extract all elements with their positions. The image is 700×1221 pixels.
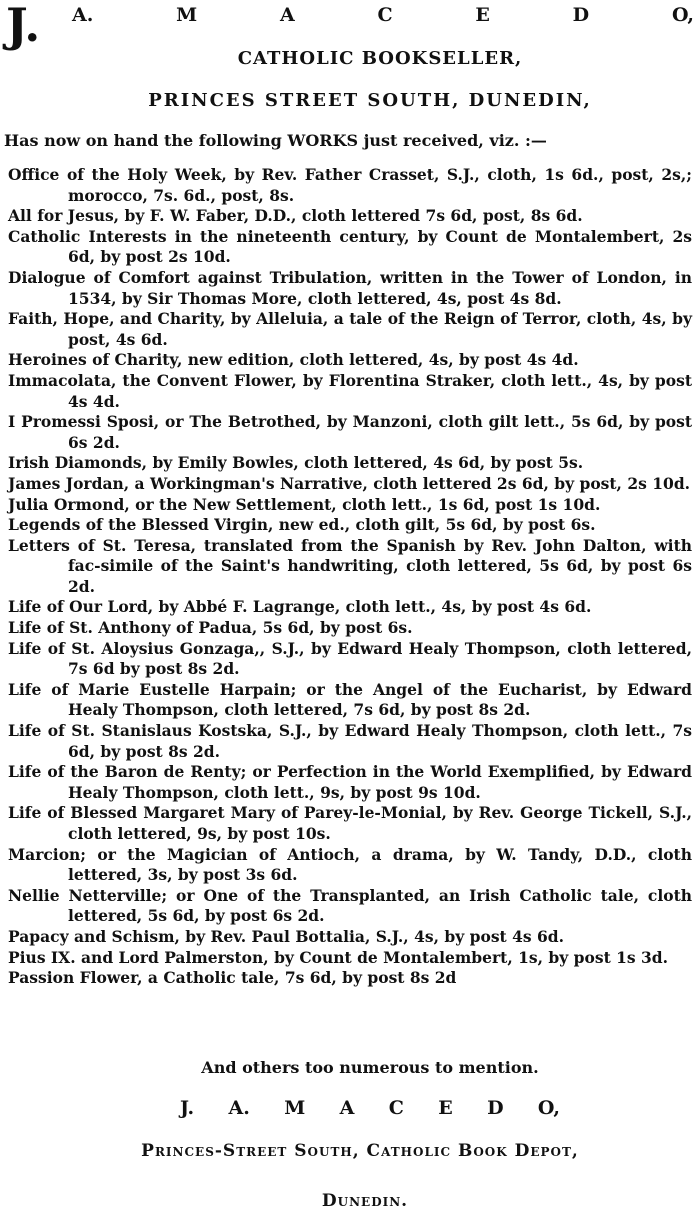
book-title: Life of Our Lord, <box>8 597 154 617</box>
book-title: Life of St. Aloysius Gonzaga, <box>8 638 260 658</box>
book-details: 5s 6d, by post 6s. <box>257 618 413 638</box>
book-title: James Jordan, <box>8 473 130 493</box>
book-entry <box>8 927 692 948</box>
book-title: Life of St. Anthony of Padua, <box>8 618 258 638</box>
name-letter: O, <box>671 4 694 26</box>
signature-letter: J. <box>180 1097 195 1119</box>
book-title: Marcion; <box>8 844 87 864</box>
name-letter: D <box>572 4 590 26</box>
book-details: of Parey-le-Monial, by Rev. George Tickell, S.J., cloth lettered, 9s, by post 10s. <box>68 803 692 843</box>
book-details: new edition, cloth lettered, 4s, by post 4s 4d. <box>182 350 579 370</box>
book-entry <box>8 618 692 639</box>
book-details: S.J., by Edward Healy Thompson, cloth lett., 7s 6d, by post 8s 2d. <box>68 721 692 761</box>
book-details: by Alleluia, a tale of the Reign of Terror, cloth, 4s, by post, 4s 6d. <box>68 309 692 349</box>
book-details: or One of the Transplanted, an Irish Catholic tale, cloth lettered, 5s 6d, by post 6s 2d. <box>68 885 692 926</box>
book-details: a Catholic tale, 7s 6d, by post 8s 2d <box>142 968 457 988</box>
book-details: by Emily Bowles, cloth lettered, 4s 6d, by post 5s. <box>147 453 584 473</box>
signature-letter: C <box>388 1097 404 1119</box>
advertiser-name <box>72 4 694 26</box>
name-letter: A. <box>72 4 94 26</box>
book-title: Catholic Interests <box>8 226 167 246</box>
book-entry <box>8 474 692 495</box>
book-title: Papacy and Schism, <box>8 926 180 946</box>
book-entry <box>8 165 692 206</box>
signature-city: Dunedin. <box>321 1191 409 1211</box>
book-title: Life of Blessed Margaret Mary <box>8 803 275 823</box>
signature-letter: D <box>487 1097 504 1119</box>
closing-line: And others too numerous to mention. <box>201 1058 539 1077</box>
trade-heading: CATHOLIC BOOKSELLER, <box>237 48 523 69</box>
book-details: by Abbé F. Lagrange, cloth lett., 4s, by post 4s 6d. <box>153 597 592 617</box>
book-title: Faith, Hope, and Charity, <box>8 309 226 329</box>
book-details: or The Betrothed, by Manzoni, cloth gilt lett., 5s 6d, by post 6s 2d. <box>68 412 692 452</box>
book-title: Pius IX. <box>8 947 76 967</box>
book-title: Life of the Baron de Renty; <box>8 762 247 782</box>
book-entry <box>8 886 692 927</box>
book-title: Life of St. Stanislaus Kostska, <box>8 721 273 741</box>
book-entry <box>8 536 692 598</box>
book-entry <box>8 309 692 350</box>
book-details: by Rev. Father Crasset, S.J., cloth, 1s 6d., post, 2s,; morocco, 7s. 6d., post, 8s. <box>68 165 692 205</box>
book-list <box>8 165 692 989</box>
book-entry <box>8 845 692 886</box>
book-entry <box>8 453 692 474</box>
book-entry <box>8 515 692 536</box>
book-title: Irish Diamonds, <box>8 453 148 473</box>
signature-letter: M <box>284 1097 306 1119</box>
address-heading: PRINCES STREET SOUTH, DUNEDIN, <box>148 90 592 111</box>
intro-line: Has now on hand the following WORKS just received, viz. :— <box>4 131 547 150</box>
book-details: , S.J., by Edward Healy Thompson, cloth lettered, 7s 6d by post 8s 2d. <box>68 638 692 679</box>
signature-letter: O, <box>537 1097 560 1119</box>
signature-letter: E <box>438 1097 453 1119</box>
book-entry <box>8 639 692 680</box>
book-entry <box>8 968 692 989</box>
book-title: Life of Marie Eustelle Harpain; <box>8 679 297 699</box>
name-letter: M <box>176 4 198 26</box>
book-details: or Perfection in the World Exemplified, by Edward Healy Thompson, cloth lett., 9s, by post 9s 10d. <box>68 762 692 802</box>
book-details: and Lord Palmerston, by Count de Montalembert, 1s, by post 1s 3d. <box>75 947 669 967</box>
book-details: of the Blessed Virgin, new ed., cloth gilt, 5s 6d, by post 6s. <box>80 515 596 535</box>
book-title: Heroines of Charity, <box>8 350 183 370</box>
book-entry <box>8 948 692 969</box>
book-details: in the nineteenth century, by Count de Montalembert, 2s 6d, by post 2s 10d. <box>68 226 692 267</box>
book-details: by F. W. Faber, D.D., cloth lettered 7s 6d, post, 8s 6d. <box>119 206 583 226</box>
name-letter: E <box>475 4 490 26</box>
book-title: Nellie Netterville; <box>8 885 168 905</box>
initial-letter: J. <box>6 0 41 52</box>
book-details: the Convent Flower, by Florentina Straker, cloth lett., 4s, by post 4s 4d. <box>68 370 692 411</box>
name-letter: A <box>279 4 295 26</box>
book-entry <box>8 412 692 453</box>
signature-address: Princes-Street South, Catholic Book Depot, <box>141 1141 579 1161</box>
book-title: Letters <box>8 535 70 555</box>
book-entry <box>8 371 692 412</box>
book-entry <box>8 597 692 618</box>
book-entry <box>8 350 692 371</box>
book-title: Immacolata, <box>8 370 117 390</box>
book-details: of Comfort against Tribulation, written in the Tower of London, in 1534, by Sir Thomas More, cloth lettered, 4s, post 4s 8d. <box>68 267 692 308</box>
book-details: by Rev. Paul Bottalia, S.J., 4s, by post 4s 6d. <box>179 926 565 946</box>
book-entry <box>8 721 692 762</box>
book-entry <box>8 680 692 721</box>
book-entry <box>8 206 692 227</box>
book-entry <box>8 268 692 309</box>
book-title: Office of the Holy Week, <box>8 165 227 184</box>
book-entry <box>8 762 692 803</box>
book-details: or the New Settlement, cloth lett., 1s 6d, post 1s 10d. <box>129 494 601 514</box>
book-title: Passion Flower, <box>8 968 143 988</box>
book-title: All for Jesus, <box>8 206 120 226</box>
book-entry <box>8 495 692 516</box>
book-details: a Workingman's Narrative, cloth lettered 2s 6d, by post, 2s 10d. <box>129 473 691 493</box>
book-title: I Promessi Sposi, <box>8 412 160 432</box>
book-details: or the Angel of the Eucharist, by Edward Healy Thompson, cloth lettered, 7s 6d, by post 8s 2d. <box>68 679 693 720</box>
signature-name <box>180 1097 560 1119</box>
book-details: of St. Teresa, translated from the Spanish by Rev. John Dalton, with fac-simile of the Saint's handwriting, cloth lettered, 5s 6d, by post 6s 2d. <box>68 535 692 596</box>
book-title: Legends <box>8 515 81 535</box>
name-letter: C <box>377 4 393 26</box>
book-title: Dialogue <box>8 267 86 287</box>
book-title: Julia Ormond, <box>8 494 130 514</box>
book-entry <box>8 227 692 268</box>
book-entry <box>8 803 692 844</box>
signature-letter: A. <box>228 1097 250 1119</box>
signature-letter: A <box>339 1097 355 1119</box>
book-details: or the Magician of Antioch, a drama, by W. Tandy, D.D., cloth lettered, 3s, by post 3s 6d. <box>68 844 692 885</box>
